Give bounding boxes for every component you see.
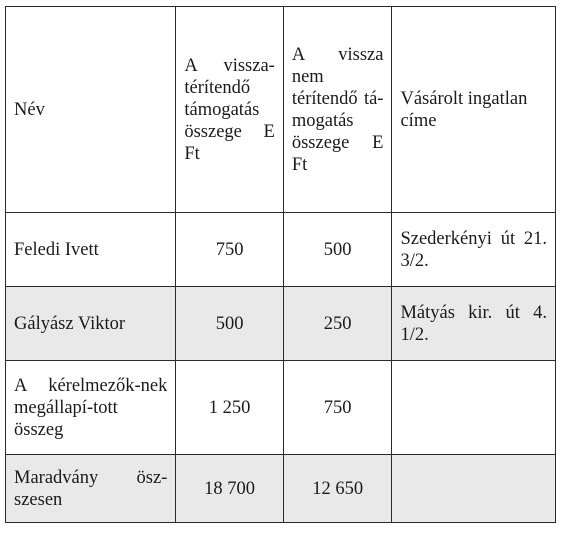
row-address-text: Szederkényi út 21. 3/2. [400,228,547,271]
header-name [6,7,176,213]
row-name-text: Gályász Viktor [14,313,126,334]
row-repayable-value: 1 250 [208,397,251,418]
row-repayable [176,361,283,455]
table-row [6,361,556,455]
row-address [392,213,556,287]
table-row [6,213,556,287]
row-repayable-value: 500 [215,313,244,334]
header-repayable-label: A vissza-térítendő támogatás összege E Ft [184,55,275,164]
row-nonrepayable [283,455,392,523]
row-nonrepayable [283,287,392,361]
row-nonrepayable-value: 500 [323,239,352,260]
row-name [6,213,176,287]
row-name-text: A kérelmezők-nek megállapí-tott összeg [14,375,168,440]
row-nonrepayable-value: 250 [323,313,352,334]
row-repayable-value: 750 [215,239,244,260]
row-name [6,361,176,455]
row-repayable [176,213,283,287]
row-address [392,287,556,361]
header-nonrepayable-label: A vissza nem térítendő tá-mogatás összege E Ft [291,44,384,175]
header-row [6,7,556,213]
row-repayable [176,455,283,523]
table-row [6,455,556,523]
row-nonrepayable-value: 12 650 [312,478,364,499]
row-address [392,455,556,523]
support-table [5,6,556,523]
row-name [6,455,176,523]
row-name [6,287,176,361]
row-name-text: Feledi Ivett [14,239,99,260]
row-address-text: Mátyás kir. út 4. 1/2. [400,302,547,345]
row-repayable [176,287,283,361]
row-address [392,361,556,455]
header-nonrepayable [283,7,392,213]
header-repayable [176,7,283,213]
table-row [6,287,556,361]
row-nonrepayable [283,361,392,455]
row-nonrepayable [283,213,392,287]
row-name-text: Maradvány ösz-szesen [14,467,168,510]
header-name-label: Név [14,99,45,120]
header-address-label: Vásárolt ingatlan címe [400,88,528,131]
row-repayable-value: 18 700 [204,478,256,499]
row-nonrepayable-value: 750 [323,397,352,418]
header-address [392,7,556,213]
